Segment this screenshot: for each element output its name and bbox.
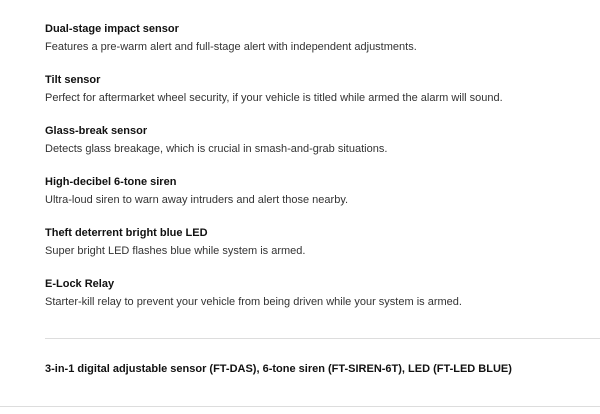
- feature-item: [45, 174, 600, 225]
- bottom-divider: [0, 406, 600, 407]
- feature-description: Perfect for aftermarket wheel security, if your vehicle is titled while armed the alarm will sound.: [45, 92, 503, 104]
- feature-description: Ultra-loud siren to warn away intruders and alert those nearby.: [45, 194, 349, 206]
- feature-description: Super bright LED flashes blue while system is armed.: [45, 245, 306, 257]
- feature-title: Tilt sensor: [45, 74, 101, 86]
- feature-title: Dual-stage impact sensor: [45, 23, 179, 35]
- feature-list: [45, 21, 600, 327]
- feature-description: Detects glass breakage, which is crucial in smash-and-grab situations.: [45, 143, 388, 155]
- feature-description: Features a pre-warm alert and full-stage alert with independent adjustments.: [45, 41, 417, 53]
- feature-title: Glass-break sensor: [45, 125, 148, 137]
- feature-title: High-decibel 6-tone siren: [45, 176, 177, 188]
- included-components: 3-in-1 digital adjustable sensor (FT-DAS), 6-tone siren (FT-SIREN-6T), LED (FT-LED BLUE): [45, 363, 512, 375]
- feature-item: [45, 276, 600, 327]
- feature-title: E-Lock Relay: [45, 278, 115, 290]
- divider: [45, 338, 600, 339]
- feature-title: Theft deterrent bright blue LED: [45, 227, 208, 239]
- feature-item: [45, 225, 600, 276]
- feature-description: Starter-kill relay to prevent your vehicle from being driven while your system is armed.: [45, 296, 462, 308]
- feature-item: [45, 123, 600, 174]
- feature-item: [45, 21, 600, 72]
- feature-item: [45, 72, 600, 123]
